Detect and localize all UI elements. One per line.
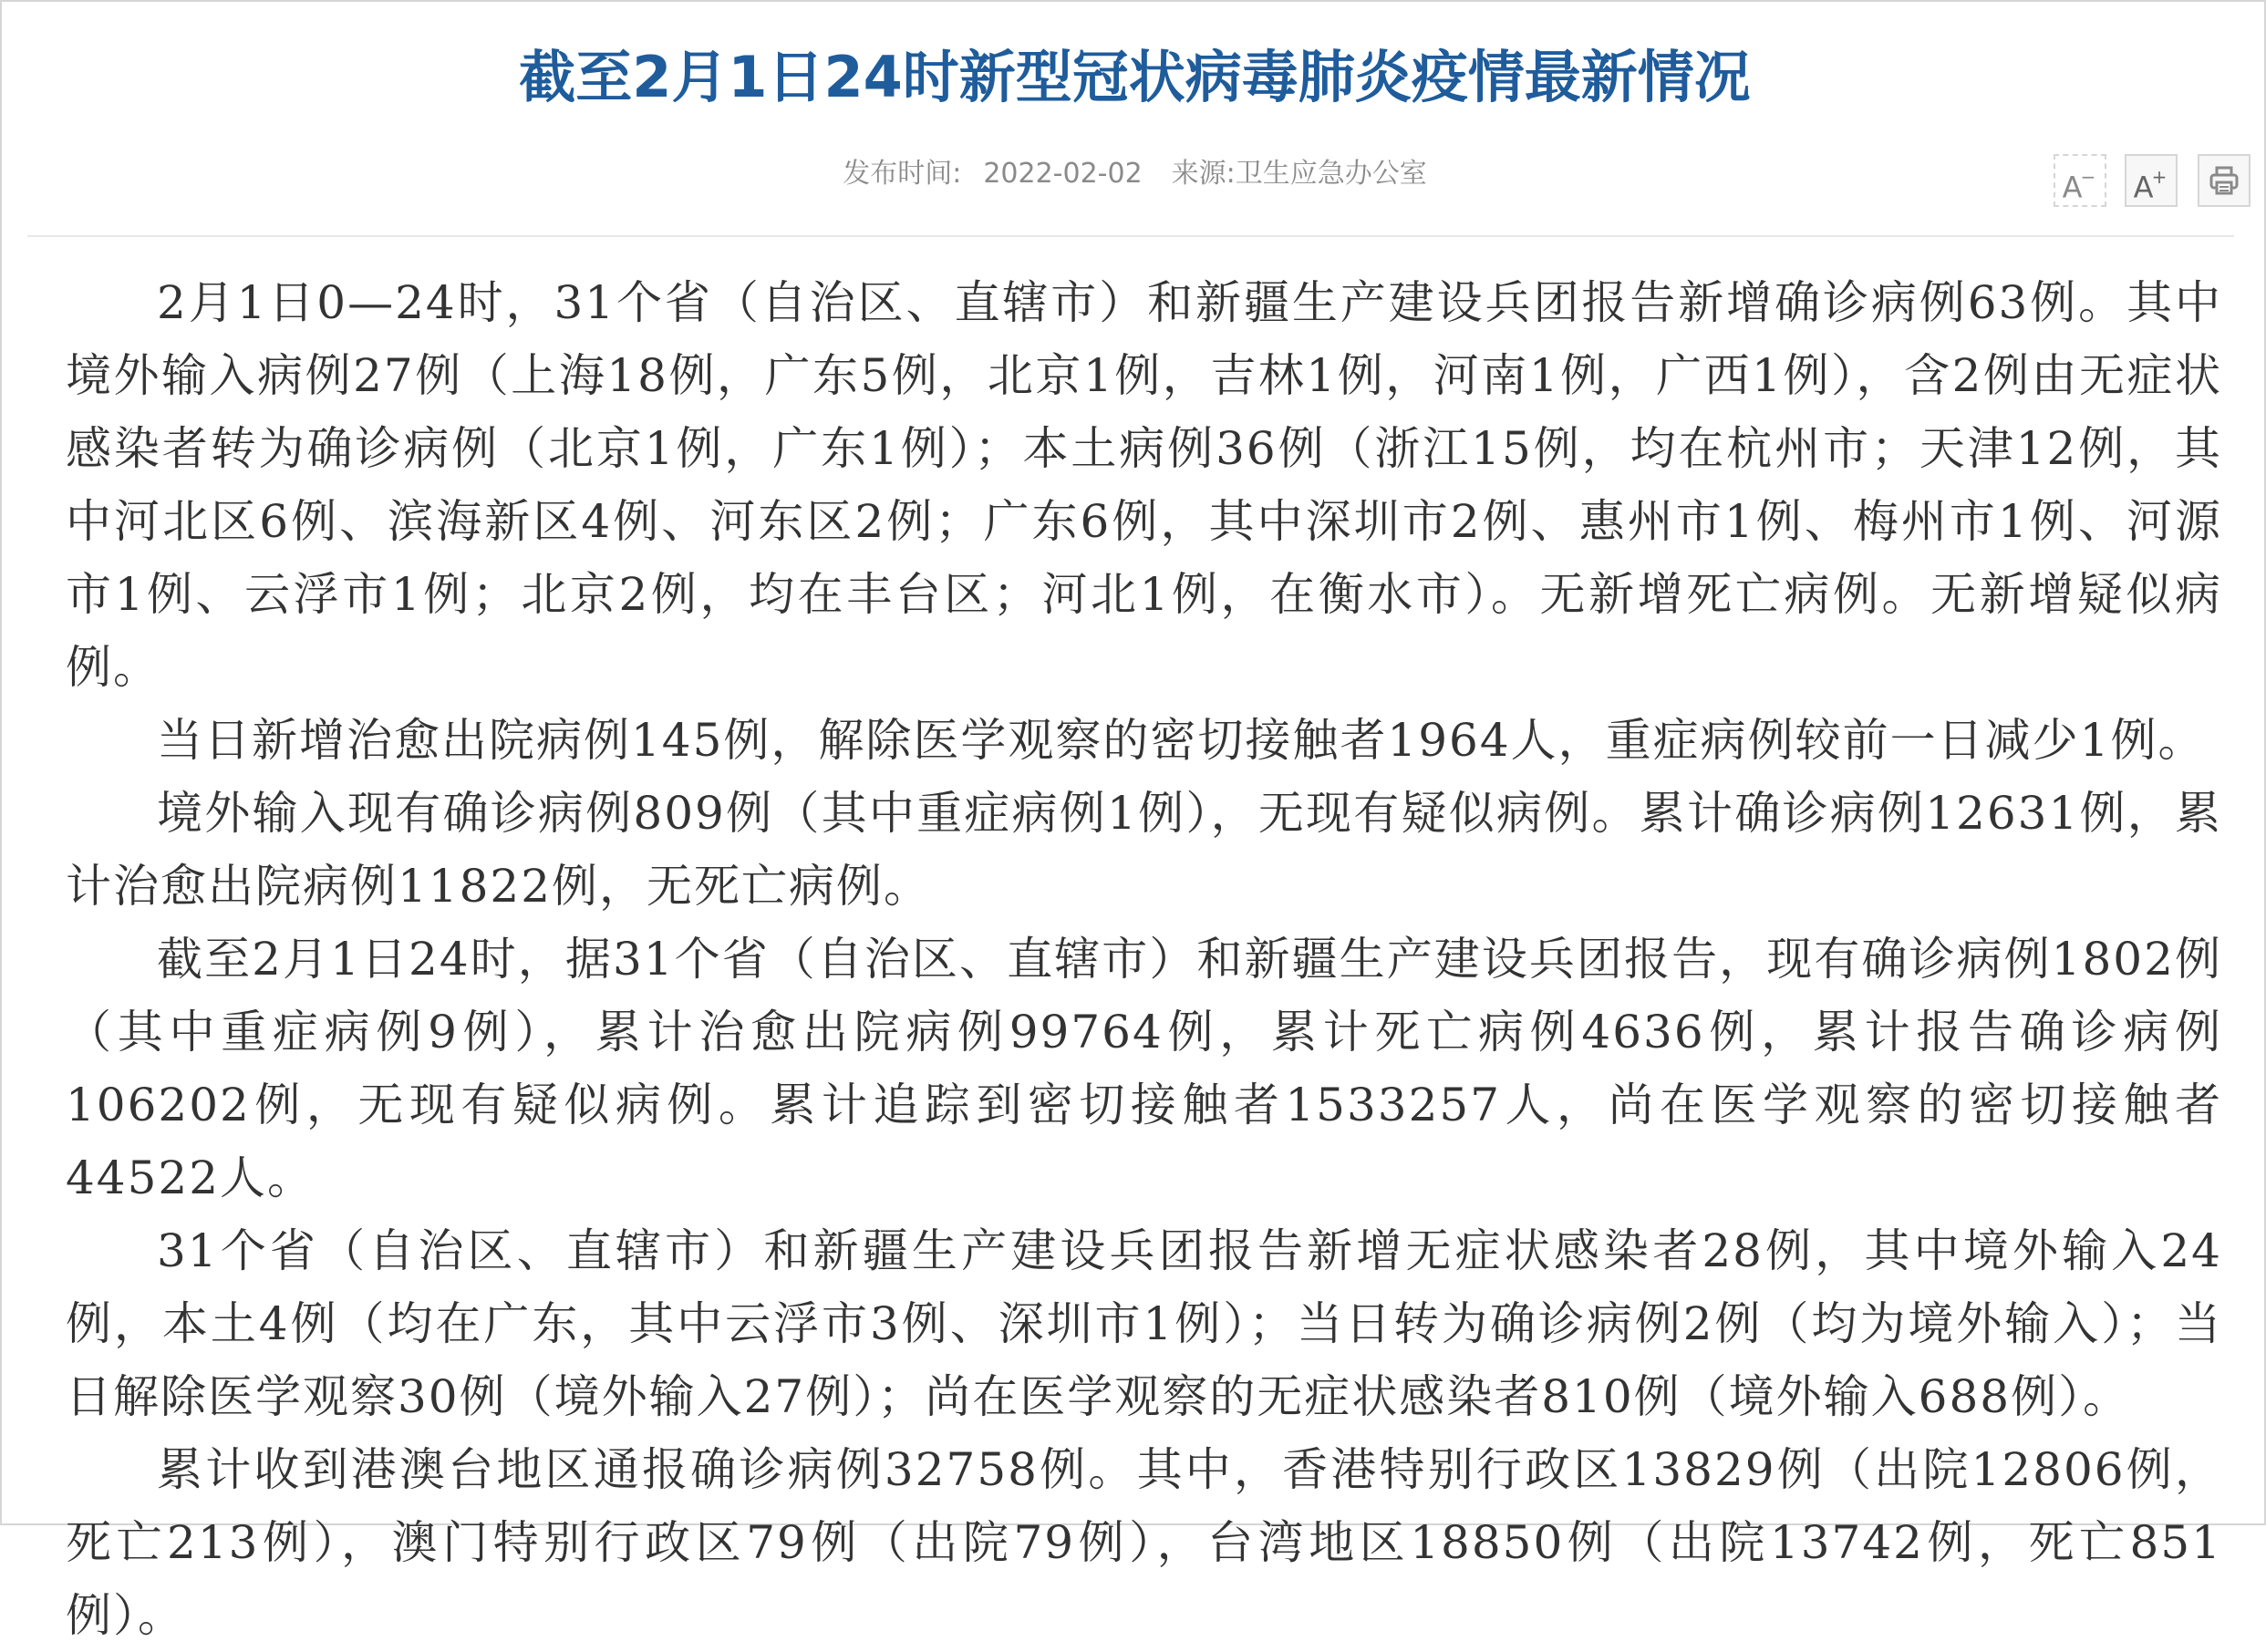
paragraph: 境外输入现有确诊病例809例（其中重症病例1例），无现有疑似病例。累计确诊病例12631例，累计治愈出院病例11822例，无死亡病例。 <box>66 787 2222 913</box>
paragraph: 2月1日0—24时，31个省（自治区、直辖市）和新疆生产建设兵团报告新增确诊病例63例。其中境外输入病例27例（上海18例，广东5例，北京1例，吉林1例，河南1例，广西1例），含2例由无症状感染者转为确诊病例（北京1例，广东1例）；本土病例36例（浙江15例，均在杭州市；天津12例，其中河北区6例、滨海新区4例、河东区2例；广东6例，其中深圳市2例、惠州市1例、梅州市1例、河源市1例、云浮市1例；北京2例，均在丰台区；河北1例，在衡水市）。无新增死亡病例。无新增疑似病例。 <box>66 276 2222 694</box>
increase-font-button[interactable] <box>2125 154 2178 207</box>
article-body <box>66 266 2222 1652</box>
print-button[interactable] <box>2198 154 2250 207</box>
paragraph: 当日新增治愈出院病例145例，解除医学观察的密切接触者1964人，重症病例较前一日减少1例。 <box>157 714 2206 767</box>
printer-icon <box>2208 164 2240 197</box>
source-label: 来源: <box>1171 158 1236 190</box>
paragraph: 截至2月1日24时，据31个省（自治区、直辖市）和新疆生产建设兵团报告，现有确诊病例1802例（其中重症病例9例），累计治愈出院病例99764例，累计死亡病例4636例，累计报告确诊病例106202例，无现有疑似病例。累计追踪到密切接触者1533257人，尚在医学观察的密切接触者44522人。 <box>66 933 2222 1204</box>
minus-icon: − <box>2080 166 2096 188</box>
article-meta <box>2 150 2266 199</box>
font-a-icon: A <box>2133 170 2154 205</box>
publish-time-label: 发布时间: <box>843 158 962 190</box>
paragraph: 累计收到港澳台地区通报确诊病例32758例。其中，香港特别行政区13829例（出院12806例，死亡213例），澳门特别行政区79例（出院79例），台湾地区18850例（出院13742例，死亡851例）。 <box>66 1443 2222 1642</box>
decrease-font-button[interactable] <box>2054 154 2106 207</box>
font-a-icon: A <box>2062 170 2083 205</box>
publish-date: 2022-02-02 <box>983 158 1143 190</box>
article-title: 截至2月1日24时新型冠状病毒肺炎疫情最新情况 <box>519 44 1751 110</box>
paragraph: 31个省（自治区、直辖市）和新疆生产建设兵团报告新增无症状感染者28例，其中境外输入24例，本土4例（均在广东，其中云浮市3例、深圳市1例）；当日转为确诊病例2例（均为境外输入）；当日解除医学观察30例（境外输入27例）；尚在医学观察的无症状感染者810例（境外输入688例）。 <box>66 1224 2222 1423</box>
source-name: 卫生应急办公室 <box>1235 158 1427 190</box>
header-divider <box>27 235 2234 237</box>
plus-icon: + <box>2151 166 2168 188</box>
